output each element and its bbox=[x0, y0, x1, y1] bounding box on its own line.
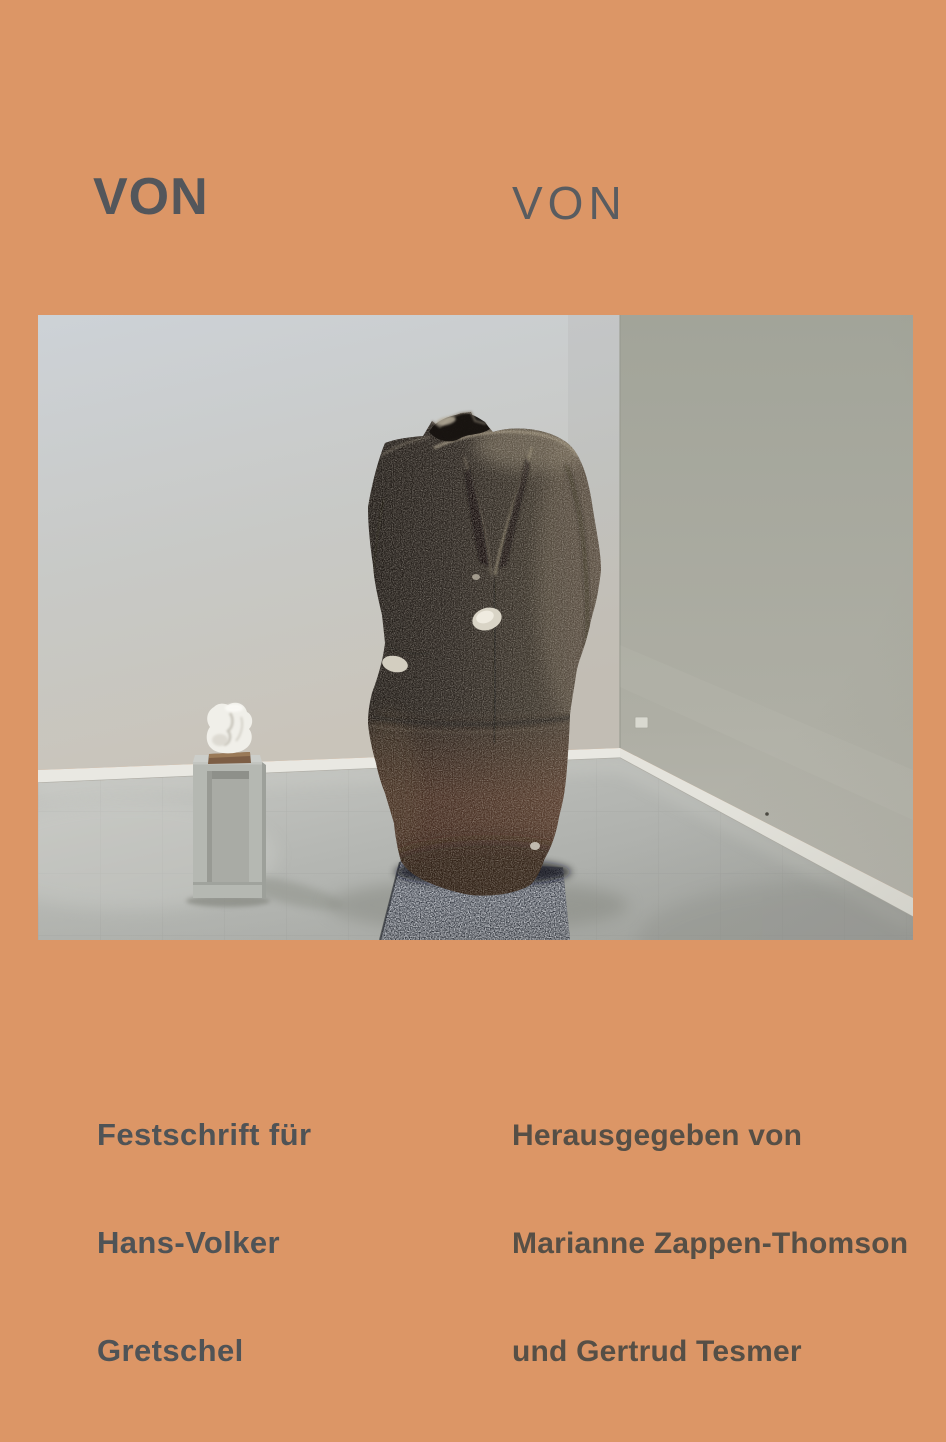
photo-vignette bbox=[38, 315, 913, 940]
cover-photo bbox=[38, 315, 913, 940]
editors-line-2: Marianne Zappen-Thomson bbox=[512, 1227, 909, 1260]
title-main-line-1: VON bbox=[93, 168, 209, 226]
editors-line-3: und Gertrud Tesmer bbox=[512, 1335, 802, 1368]
dedication-line-2: Hans-Volker bbox=[97, 1225, 280, 1260]
editors-line-1: Herausgegeben von bbox=[512, 1119, 803, 1152]
title-secondary-line-1: VON bbox=[512, 177, 627, 229]
dedication-line-1: Festschrift für bbox=[97, 1117, 312, 1152]
dedication-line-3: Gretschel bbox=[97, 1333, 244, 1368]
editors bbox=[512, 1046, 908, 1442]
dedication bbox=[97, 1045, 311, 1441]
